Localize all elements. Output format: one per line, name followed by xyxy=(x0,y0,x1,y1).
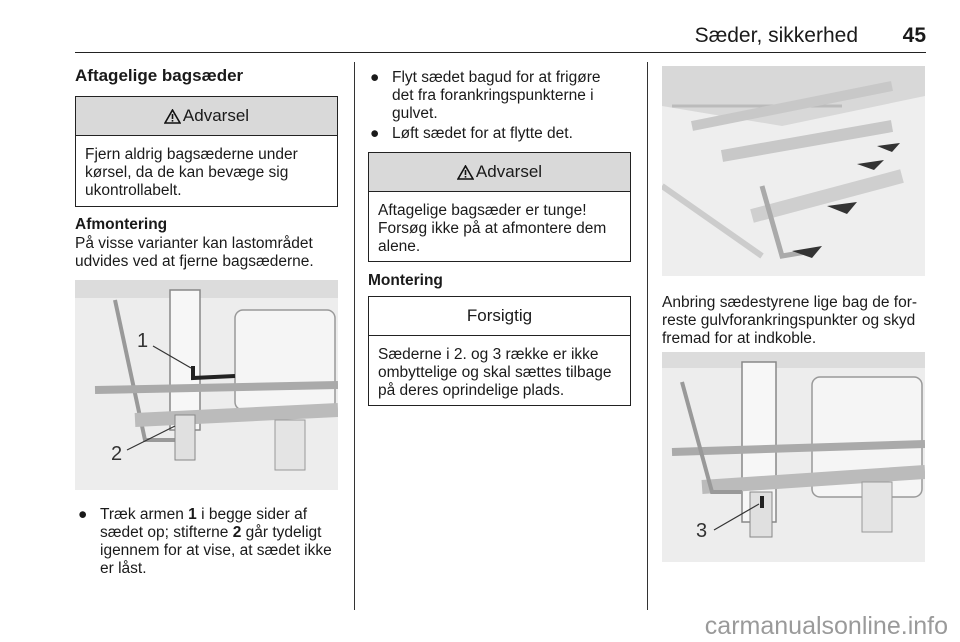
bullet-item xyxy=(370,69,640,129)
text-line: Flyt sædet bagud for at frigøre xyxy=(392,69,601,86)
column-divider xyxy=(354,62,355,610)
warning-box-header xyxy=(76,97,337,136)
bullet-text xyxy=(100,506,332,578)
text-line: udvides ved at fjerne bagsæderne. xyxy=(75,253,314,270)
section-heading: Aftagelige bagsæder xyxy=(75,66,244,85)
seat-rails-drawing xyxy=(662,66,925,276)
page-header xyxy=(75,0,926,53)
text-line: Aftagelige bagsæder er tunge! xyxy=(378,202,587,219)
warning-triangle-icon xyxy=(457,165,474,180)
bullet-text xyxy=(392,69,600,123)
column-divider xyxy=(647,62,648,610)
text-line: Forsøg ikke på at afmontere dem xyxy=(378,220,607,237)
text-line: Anbring sædestyrene lige bag de for- xyxy=(662,294,918,311)
text-run-bold: 2 xyxy=(232,524,242,541)
text-line: alene. xyxy=(378,238,421,255)
subheading-afmontering: Afmontering xyxy=(75,216,168,233)
bullet-dot: ● xyxy=(78,506,88,523)
text-line: igennem for at vise, at sædet ikke xyxy=(100,542,332,559)
bullet-text: Løft sædet for at flytte det. xyxy=(392,125,573,142)
text-line: På visse varianter kan lastområdet xyxy=(75,235,313,252)
bullet-item xyxy=(78,506,348,586)
illustration-seat-lever xyxy=(75,280,338,490)
bullet-dot: ● xyxy=(370,125,380,142)
text-line: ukontrollabelt. xyxy=(85,182,182,199)
callout-label-3: 3 xyxy=(696,520,708,542)
text-run-bold: 1 xyxy=(188,506,197,523)
warning-title: Advarsel xyxy=(182,106,250,125)
warning-triangle-icon xyxy=(164,109,181,124)
header-title: Sæder, sikkerhed xyxy=(694,24,858,47)
warning-box xyxy=(368,152,631,262)
caution-box-header: Forsigtig xyxy=(369,297,630,336)
illustration-seat-rails xyxy=(662,66,925,276)
paragraph xyxy=(75,235,314,271)
text-line: på deres oprindelige plads. xyxy=(378,382,565,399)
text-line: reste gulvforankringspunkter og skyd xyxy=(662,312,916,329)
text-line: gulvet. xyxy=(392,105,438,122)
text-line: Fjern aldrig bagsæderne under xyxy=(85,146,298,163)
warning-box-header xyxy=(369,153,630,192)
text-run: Træk armen xyxy=(100,506,189,523)
callout-label-2: 2 xyxy=(111,443,123,465)
text-run: i begge sider af xyxy=(196,506,308,523)
text-line: Sæderne i 2. og 3 række er ikke xyxy=(378,346,599,363)
subheading-montering: Montering xyxy=(368,272,443,289)
warning-box xyxy=(75,96,338,207)
text-line: ombyttelige og skal sættes tilbage xyxy=(378,364,612,381)
callout-label-1: 1 xyxy=(137,330,149,352)
text-line: er låst. xyxy=(100,560,147,577)
warning-text xyxy=(76,136,337,200)
page-number: 45 xyxy=(902,24,926,47)
warning-text xyxy=(369,192,630,256)
text-run: sædet op; stifterne xyxy=(100,524,233,541)
text-line: det fra forankringspunkterne i xyxy=(392,87,594,104)
paragraph xyxy=(662,294,917,348)
watermark: carmanualsonline.info xyxy=(704,612,948,640)
text-line: fremad for at indkoble. xyxy=(662,330,817,347)
caution-text xyxy=(369,336,630,400)
illustration-seat-engage xyxy=(662,352,925,562)
text-line: kørsel, da de kan bevæge sig xyxy=(85,164,289,181)
bullet-item xyxy=(370,125,640,145)
warning-title: Advarsel xyxy=(475,162,543,181)
caution-box xyxy=(368,296,631,406)
text-run: går tydeligt xyxy=(241,524,322,541)
bullet-dot: ● xyxy=(370,69,380,86)
